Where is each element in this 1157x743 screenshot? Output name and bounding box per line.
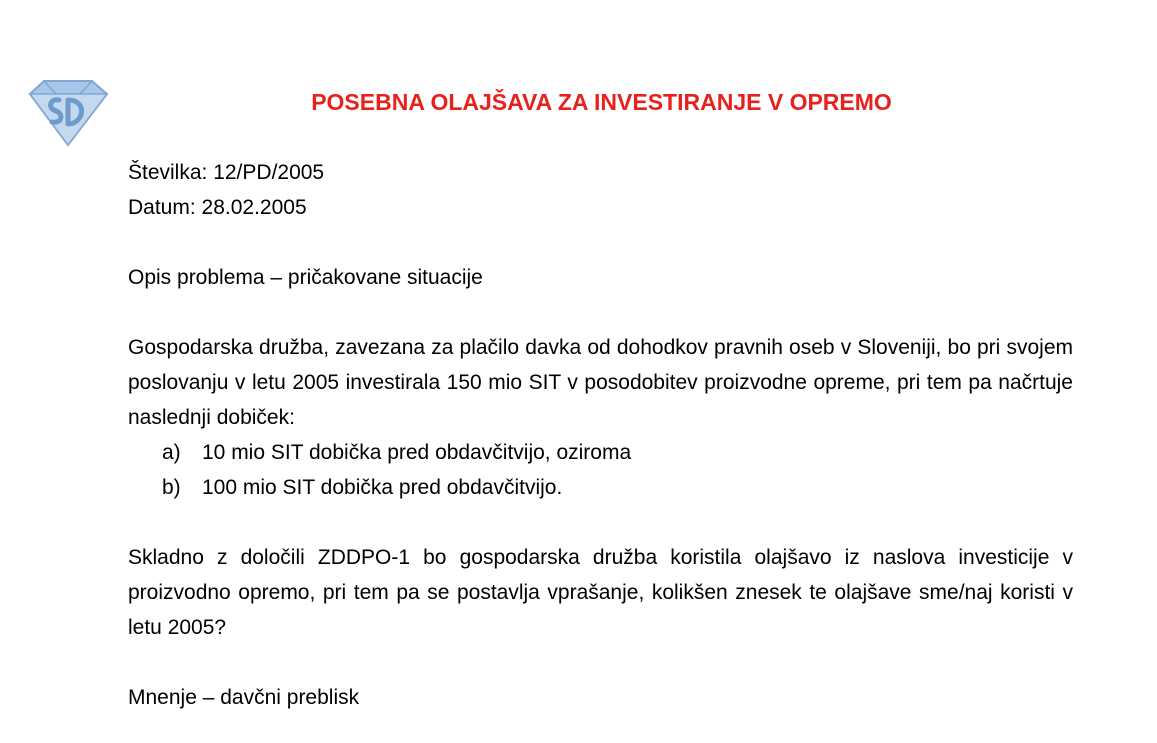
document-title: POSEBNA OLAJŠAVA ZA INVESTIRANJE V OPREMO [311, 89, 892, 115]
document-date: Datum: 28.02.2005 [128, 196, 307, 219]
list-item [128, 435, 1073, 470]
spacer [128, 505, 1073, 540]
problem-paragraph: Gospodarska družba, zavezana za plačilo davka od dohodkov pravnih oseb v Sloveniji, bo pri svojem poslovanju v letu 2005 investirala 150 mio SIT v posodobitev proizvodne opreme, pri tem pa načrtuje naslednji dobiček: [128, 336, 1073, 429]
question-paragraph: Skladno z določili ZDDPO-1 bo gospodarska družba koristila olajšavo iz naslova investicije v proizvodno opremo, pri tem pa se postavlja vprašanje, kolikšen znesek te olajšave sme/naj koristi v letu 2005? [128, 546, 1073, 639]
profit-scenarios-list [128, 435, 1073, 505]
document-number: Številka: 12/PD/2005 [128, 161, 325, 184]
list-item [128, 470, 1073, 505]
list-item-text: 10 mio SIT dobička pred obdavčitvijo, oziroma [202, 441, 632, 464]
problem-heading: Opis problema – pričakovane situacije [128, 266, 483, 289]
list-marker: a) [162, 441, 181, 464]
opinion-heading: Mnenje – davčni preblisk [128, 686, 360, 709]
spacer [128, 225, 1073, 260]
spacer [128, 645, 1073, 680]
spacer [128, 295, 1073, 330]
list-item-text: 100 mio SIT dobička pred obdavčitvijo. [202, 476, 563, 499]
document-body [128, 155, 1073, 715]
list-marker: b) [162, 476, 181, 499]
